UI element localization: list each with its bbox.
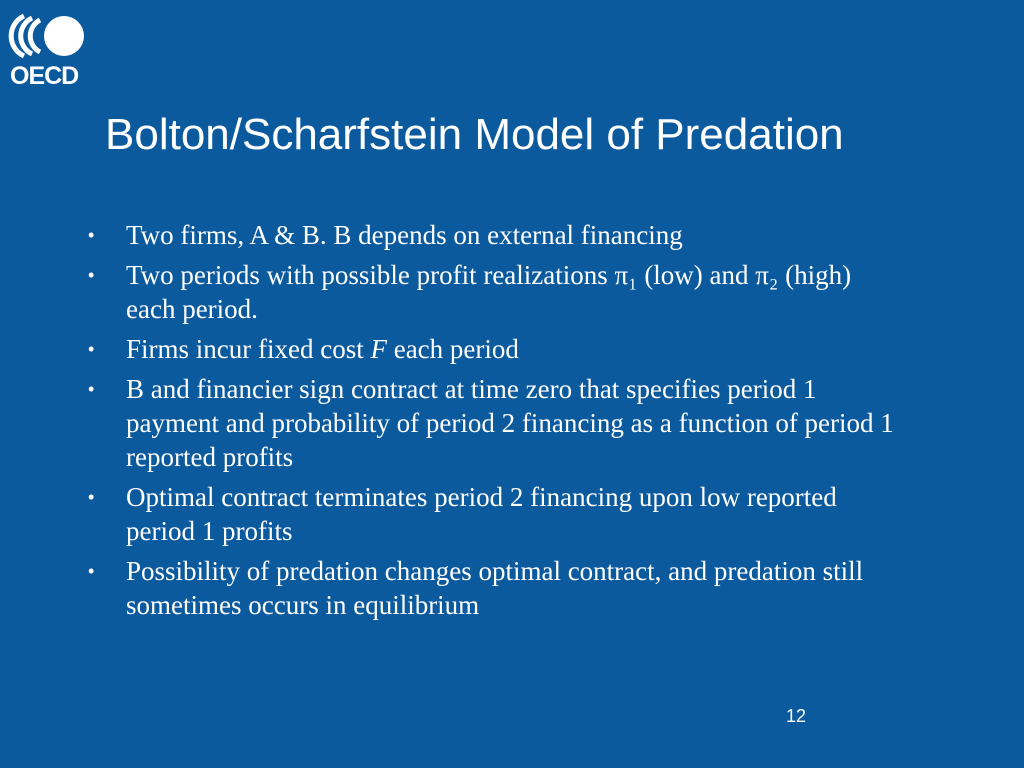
bullet-icon: • xyxy=(88,339,95,359)
bullet-text: B and financier sign contract at time zero that specifies period 1 payment and probability of period 2 financing as a function of period 1 reported profits xyxy=(126,374,894,472)
bullet-icon: • xyxy=(88,225,95,245)
bullet-text: Two firms, A & B. B depends on external financing xyxy=(126,220,683,250)
oecd-logo xyxy=(8,12,90,92)
oecd-logo-text: OECD xyxy=(10,62,79,90)
bullet-item xyxy=(84,218,904,252)
bullet-icon: • xyxy=(88,487,95,507)
oecd-logo-icon xyxy=(8,12,90,60)
bullet-item xyxy=(84,258,904,326)
bullet-text: Two periods with possible profit realizations π₁ (low) and π₂ (high) each period. xyxy=(126,260,852,324)
bullet-text-after: each period xyxy=(386,334,519,364)
bullet-text: Optimal contract terminates period 2 financing upon low reported period 1 profits xyxy=(126,482,837,546)
bullet-icon: • xyxy=(88,379,95,399)
bullet-item xyxy=(84,554,904,622)
fixed-cost-symbol: F xyxy=(370,334,387,364)
bullet-list xyxy=(84,218,904,628)
page-number: 12 xyxy=(786,706,807,726)
bullet-text-before: Firms incur fixed cost xyxy=(126,334,371,364)
bullet-item xyxy=(84,332,904,366)
bullet-text: Possibility of predation changes optimal contract, and predation still sometimes occurs in equilibrium xyxy=(126,556,864,620)
bullet-icon: • xyxy=(88,561,95,581)
bullet-item xyxy=(84,372,904,474)
bullet-item xyxy=(84,480,904,548)
slide-title: Bolton/Scharfstein Model of Predation xyxy=(105,110,844,159)
bullet-icon: • xyxy=(88,265,95,285)
